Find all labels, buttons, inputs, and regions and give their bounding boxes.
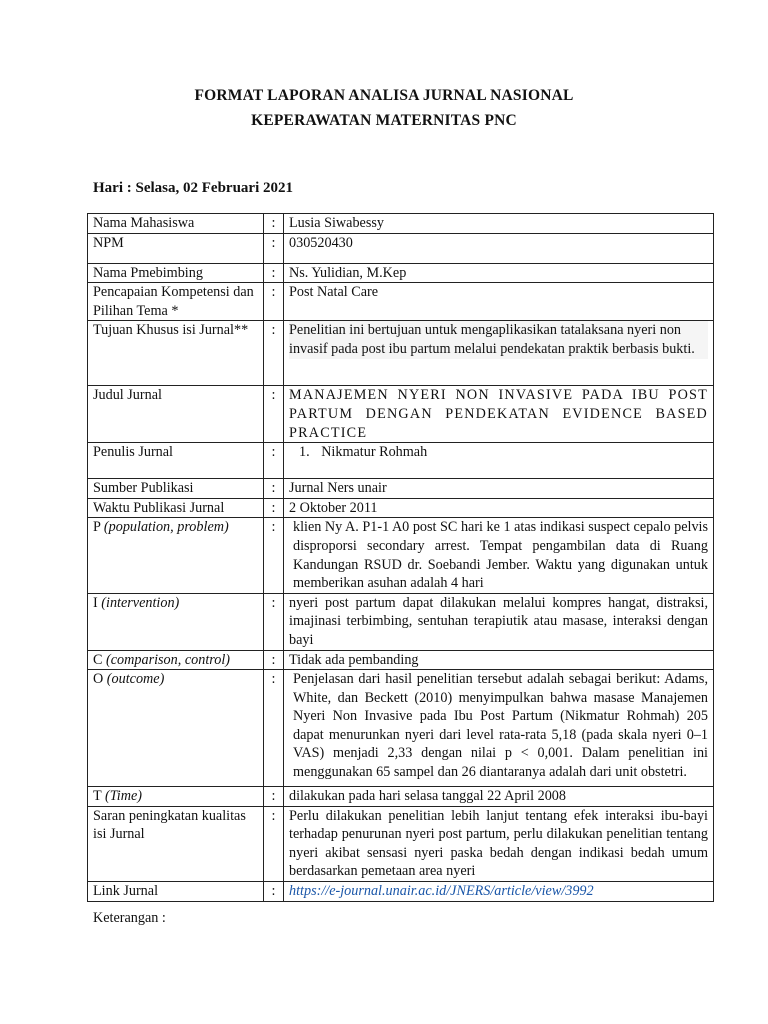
value-p: klien Ny A. P1-1 A0 post SC hari ke 1 atas indikasi suspect cepalo pelvis disproporsi secondary arrest. Tempat pengambilan data di Ruang Kandungan RSUD dr. Soebandi Jember. Waktu yang digunakan untuk memberikan asuhan adalah 4 hari [293,519,708,592]
label-nama-mahasiswa: Nama Mahasiswa [88,214,264,234]
value-tujuan: Penelitian ini bertujuan untuk mengaplikasikan tatalaksana nyeri non invasif pada post ibu partum melalui pendekatan praktik berbasis bukti. [289,321,708,358]
document-title-line-1: FORMAT LAPORAN ANALISA JURNAL NASIONAL [194,87,574,104]
value-link-cell [284,882,714,902]
label-c-cell [88,650,264,670]
row-kompetensi [88,283,714,321]
row-tujuan [88,321,714,386]
label-o-cell [88,670,264,787]
label-i-italic: (intervention) [101,594,180,611]
journal-link[interactable]: https://e-journal.unair.ac.id/JNERS/article/view/3992 [289,883,594,900]
label-judul: Judul Jurnal [88,386,264,443]
label-t-italic: (Time) [104,788,143,805]
journal-analysis-table [87,213,714,902]
colon: : [264,593,284,650]
colon: : [264,670,284,787]
row-p [88,518,714,593]
colon: : [264,283,284,321]
label-c: C [93,651,103,668]
value-npm: 030520430 [284,233,714,263]
row-waktu [88,498,714,518]
label-tujuan: Tujuan Khusus isi Jurnal** [88,321,264,386]
row-saran [88,806,714,881]
value-t: dilakukan pada hari selasa tanggal 22 April 2008 [284,787,714,807]
value-penulis: Nikmatur Rohmah [321,444,428,461]
row-o [88,670,714,787]
report-date: Hari : Selasa, 02 Februari 2021 [93,180,293,196]
row-sumber [88,479,714,499]
document-title-line-2: KEPERAWATAN MATERNITAS PNC [251,112,517,129]
label-sumber: Sumber Publikasi [88,479,264,499]
value-sumber: Jurnal Ners unair [284,479,714,499]
label-kompetensi: Pencapaian Kompetensi dan Pilihan Tema * [88,283,264,321]
value-tujuan-cell [284,321,714,386]
row-t [88,787,714,807]
value-o-cell [284,670,714,787]
row-i [88,593,714,650]
label-p-italic: (population, problem) [103,519,229,536]
value-p-cell [284,518,714,593]
label-link: Link Jurnal [88,882,264,902]
colon: : [264,806,284,881]
label-saran: Saran peningkatan kualitas isi Jurnal [88,806,264,881]
label-p: P [93,519,101,536]
list-number: 1. [299,444,310,461]
label-t: T [93,788,102,805]
label-o: O [93,671,104,688]
label-o-italic: (outcome) [106,671,165,688]
value-saran: Perlu dilakukan penelitian lebih lanjut tentang efek interaksi ibu-bayi terhadap penurunan nyeri post partum, perlu dilakukan penelitian tentang nyeri akibat sensasi nyeri paska bedah dengan indikasi bedah umum berdasarkan pemetaan area nyeri [284,806,714,881]
colon: : [264,650,284,670]
label-penulis: Penulis Jurnal [88,443,264,479]
value-nama-mahasiswa: Lusia Siwabessy [284,214,714,234]
row-penulis [88,443,714,479]
colon: : [264,498,284,518]
label-pembimbing: Nama Pmebimbing [88,263,264,283]
value-c: Tidak ada pembanding [284,650,714,670]
value-waktu: 2 Oktober 2011 [284,498,714,518]
label-i-cell [88,593,264,650]
colon: : [264,214,284,234]
label-c-italic: (comparison, control) [106,651,231,668]
colon: : [264,882,284,902]
label-i: I [93,594,98,611]
colon: : [264,321,284,386]
colon: : [264,386,284,443]
row-c [88,650,714,670]
label-npm: NPM [88,233,264,263]
colon: : [264,518,284,593]
value-kompetensi: Post Natal Care [284,283,714,321]
row-judul [88,386,714,443]
colon: : [264,787,284,807]
value-i: nyeri post partum dapat dilakukan melalui kompres hangat, distraksi, imajinasi terbimbing, sentuhan terapiutik atau masase, interaksi dengan bayi [284,593,714,650]
colon: : [264,233,284,263]
row-nama-mahasiswa [88,214,714,234]
row-pembimbing [88,263,714,283]
colon: : [264,263,284,283]
label-waktu: Waktu Publikasi Jurnal [88,498,264,518]
keterangan-label: Keterangan : [93,910,166,926]
row-link [88,882,714,902]
value-o: Penjelasan dari hasil penelitian tersebut adalah sebagai berikut: Adams, White, dan Beckett (2010) menyimpulkan bahwa masase Manajemen Nyeri Non Invasive pada Ibu Post Partum (Nikmatur Rohmah) 205 dapat menurunkan nyeri dari level rata-rata 5,18 (pada skala nyeri 0–1 VAS) menjadi 2,33 dengan nilai p < 0,001. Dalam penelitian ini menggunakan 65 sampel dan 26 diantaranya adalah dari unit obstetri. [293,671,708,781]
label-p-cell [88,518,264,593]
label-t-cell [88,787,264,807]
value-pembimbing: Ns. Yulidian, M.Kep [284,263,714,283]
row-npm [88,233,714,263]
colon: : [264,443,284,479]
colon: : [264,479,284,499]
value-penulis-cell [284,443,714,479]
value-judul: MANAJEMEN NYERI NON INVASIVE PADA IBU POST PARTUM DENGAN PENDEKATAN EVIDENCE BASED PRACTICE [284,386,714,443]
